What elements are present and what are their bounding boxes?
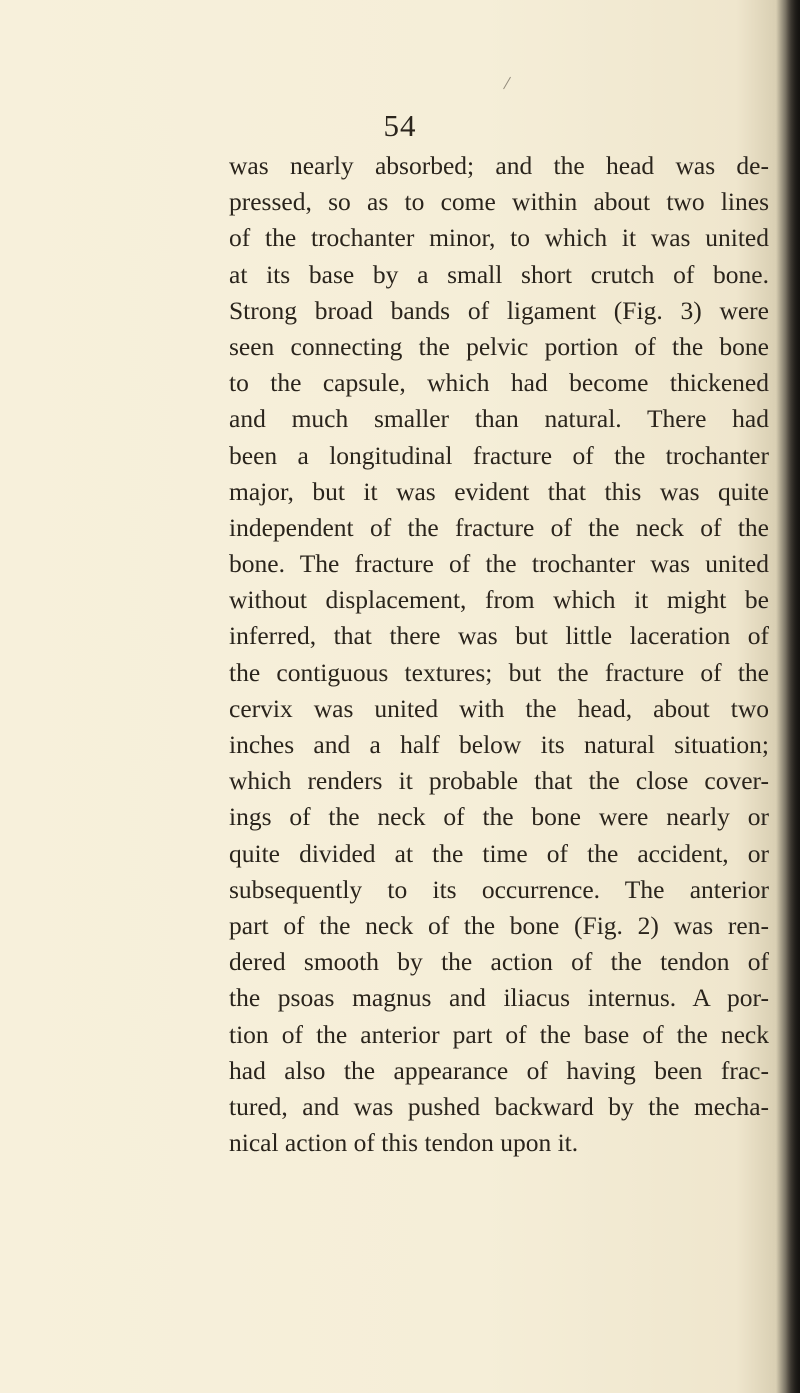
text-line: major, but it was evident that this was quite xyxy=(229,476,769,506)
text-line: dered smooth by the action of the tendon of xyxy=(229,947,769,977)
ink-mark xyxy=(503,77,518,94)
text-line: independent of the fracture of the neck of the xyxy=(229,512,769,542)
text-line: pressed, so as to come within about two lines xyxy=(229,187,769,217)
text-line: bone. The fracture of the trochanter was united xyxy=(229,549,769,579)
text-line: ings of the neck of the bone were nearly or xyxy=(229,802,769,832)
text-line: seen connecting the pelvic portion of the bone xyxy=(229,331,769,361)
text-line: part of the neck of the bone (Fig. 2) was ren- xyxy=(229,910,769,940)
text-line: which renders it probable that the close cover- xyxy=(229,766,769,796)
text-line: inches and a half below its natural situation; xyxy=(229,730,769,759)
text-line: quite divided at the time of the accident, or xyxy=(229,838,769,868)
text-line: was nearly absorbed; and the head was de- xyxy=(229,151,769,180)
text-line: tured, and was pushed backward by the mecha- xyxy=(229,1091,769,1121)
text-line: the contiguous textures; but the fracture of the xyxy=(229,657,769,687)
text-line: without displacement, from which it might be xyxy=(229,585,769,615)
text-line: at its base by a small short crutch of bone. xyxy=(229,259,769,289)
text-line: subsequently to its occurrence. The anterior xyxy=(229,874,769,904)
text-line: nical action of this tendon upon it. xyxy=(229,1128,579,1158)
text-line: tion of the anterior part of the base of the neck xyxy=(229,1019,769,1049)
body-paragraph xyxy=(229,148,769,1161)
text-line: had also the appearance of having been frac- xyxy=(229,1055,769,1085)
text-line: cervix was united with the head, about two xyxy=(229,693,769,723)
page-number: 54 xyxy=(383,108,417,143)
text-line: Strong broad bands of ligament (Fig. 3) were xyxy=(229,295,769,325)
page-edge-shadow xyxy=(786,0,800,1393)
text-line: the psoas magnus and iliacus internus. A por- xyxy=(229,983,769,1013)
text-line: and much smaller than natural. There had xyxy=(229,404,769,434)
text-line: been a longitudinal fracture of the trochanter xyxy=(229,440,769,470)
text-line: to the capsule, which had become thickened xyxy=(229,368,769,398)
text-line: inferred, that there was but little laceration of xyxy=(229,621,769,651)
text-line: of the trochanter minor, to which it was united xyxy=(229,223,769,253)
